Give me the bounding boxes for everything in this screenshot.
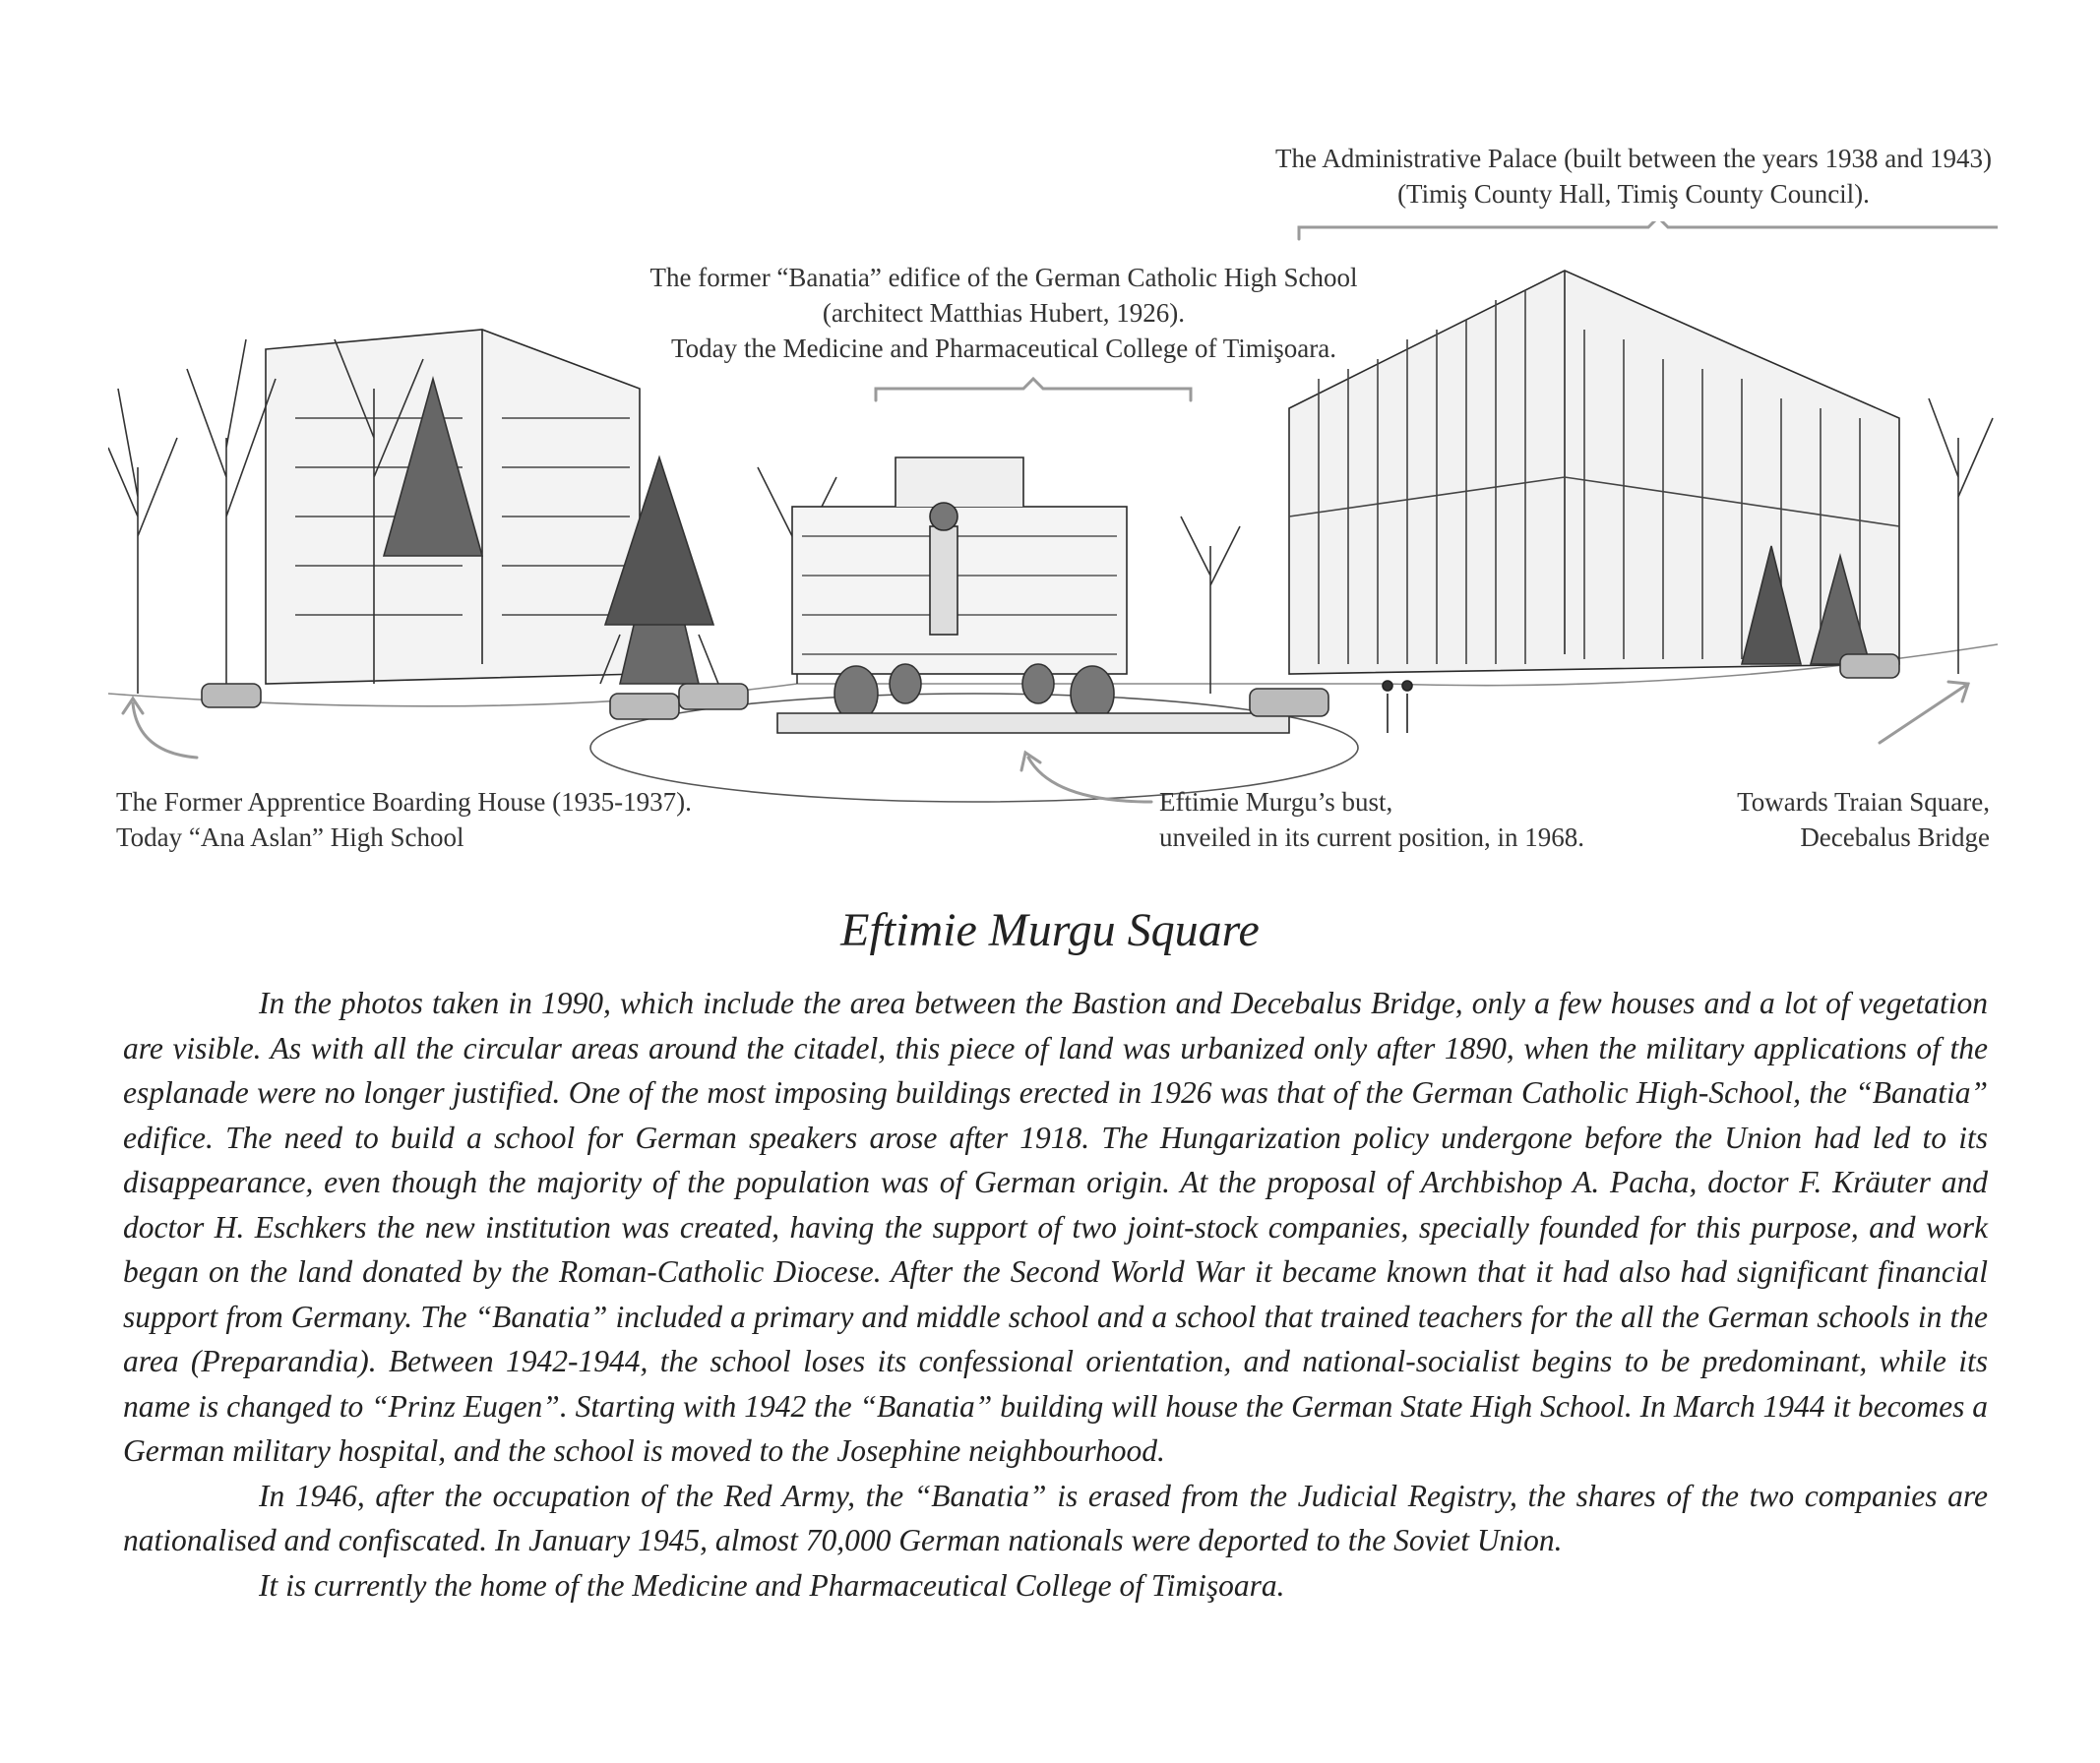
traian-arrow bbox=[1880, 682, 1968, 743]
caption-line: Towards Traian Square, bbox=[1737, 787, 1990, 817]
article-body bbox=[123, 981, 1988, 1608]
caption-line: Decebalus Bridge bbox=[1800, 822, 1990, 852]
bust-head bbox=[930, 503, 957, 530]
caption-line: Eftimie Murgu’s bust, bbox=[1159, 787, 1393, 817]
banatia-building-drawing bbox=[792, 457, 1127, 674]
boarding-house-arrow bbox=[123, 699, 197, 758]
caption-line: The Administrative Palace (built between the years 1938 and 1943) bbox=[1274, 144, 1993, 173]
administrative-palace-drawing bbox=[1289, 271, 1899, 674]
paragraph: It is currently the home of the Medicine and Pharmaceutical College of Timişoara. bbox=[259, 1567, 1285, 1603]
caption-line: Today “Ana Aslan” High School bbox=[116, 822, 464, 852]
plaza-bed bbox=[777, 713, 1289, 733]
caption-line: unveiled in its current position, in 1968. bbox=[1159, 822, 1584, 852]
caption-line: (architect Matthias Hubert, 1926). bbox=[822, 298, 1186, 328]
banatia-bracket bbox=[876, 379, 1191, 400]
caption-traian-square bbox=[1634, 784, 1990, 855]
bust-pedestal bbox=[930, 526, 957, 635]
caption-line: The Former Apprentice Boarding House (1935-1937). bbox=[116, 787, 692, 817]
paragraph: In the photos taken in 1990, which include the area between the Bastion and Decebalus Bridge, only a few houses and a lot of vegetation are visible. As with all the circular areas around the citadel, this piece of land was urbanized only after 1890, when the military applications of the esplanade were no longer justified. One of the most imposing buildings erected in 1926 was that of the German Catholic High-School, the “Banatia” edifice. The need to build a school for German speakers arose after 1918. The Hungarization policy undergone before the Union had led to its disappearance, even though the majority of the population was of German origin. At the proposal of Archbishop A. Pacha, doctor F. Kräuter and doctor H. Eschkers the new institution was created, having the support of two joint-stock companies, specially founded for this purpose, and work began on the land donated by the Roman-Catholic Diocese. After the Second World War it became known that it had also had significant financial support from Germany. The “Banatia” included a primary and middle school and a school that trained teachers for the all the German schools in the area (Preparandia). Between 1942-1944, the school loses its confessional orientation, and national-socialist begins to be predominant, while its name is changed to “Prinz Eugen”. Starting with 1942 the “Banatia” building will house the German State High School. In March 1944 it becomes a German military hospital, and the school is moved to the Josephine neighbourhood. bbox=[123, 986, 1988, 1468]
caption-line: The former “Banatia” edifice of the German Catholic High School bbox=[649, 263, 1358, 292]
admin-palace-bracket bbox=[1299, 221, 1998, 239]
caption-line: (Timiş County Hall, Timiş County Council). bbox=[1397, 179, 1870, 209]
panorama-illustration bbox=[108, 221, 1998, 812]
caption-line: Today the Medicine and Pharmaceutical College of Timişoara. bbox=[671, 334, 1336, 363]
caption-boarding-house bbox=[116, 784, 692, 855]
page-title: Eftimie Murgu Square bbox=[840, 904, 1260, 956]
caption-administrative-palace bbox=[1250, 141, 2017, 212]
bust-arrow bbox=[1021, 753, 1151, 802]
caption-bust bbox=[1159, 784, 1584, 855]
paragraph: In 1946, after the occupation of the Red Army, the “Banatia” is erased from the Judicial Registry, the shares of the two companies are nationalised and confiscated. In January 1945, almost 70,000 German nationals were deported to the Soviet Union. bbox=[123, 1478, 1988, 1557]
pedestrians bbox=[1383, 681, 1412, 733]
